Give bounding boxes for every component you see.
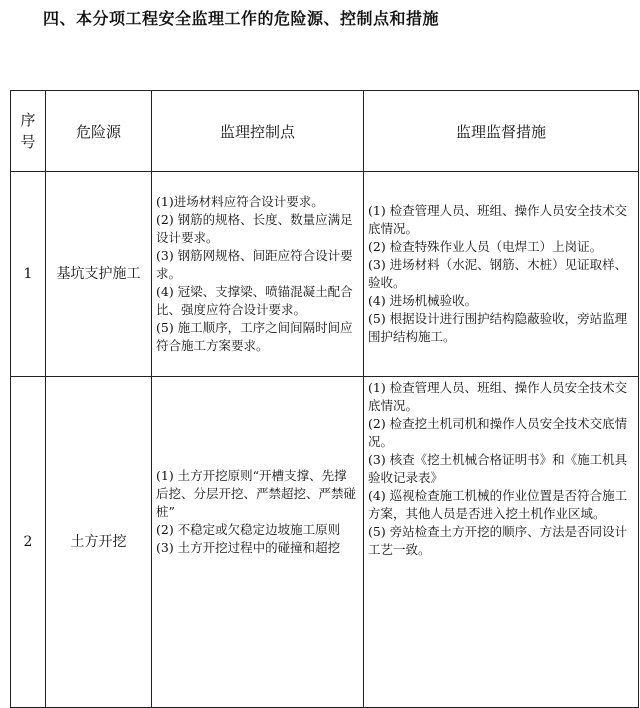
header-seq-line: 序 bbox=[20, 111, 36, 129]
control-point-item: (1) 土方开挖原则“开槽支撑、先撑后挖、分层开挖、严禁超挖、严禁碰桩” bbox=[156, 468, 357, 519]
header-hazard: 危险源 bbox=[46, 91, 152, 172]
control-points-cell bbox=[152, 377, 364, 708]
hazard-table bbox=[10, 90, 639, 708]
control-points-cell bbox=[152, 172, 364, 377]
measure-item: (4) 进场机械验收。 bbox=[368, 293, 478, 308]
table-row bbox=[11, 172, 639, 377]
hazard-cell: 土方开挖 bbox=[46, 377, 152, 708]
hazard-cell: 基坑支护施工 bbox=[46, 172, 152, 377]
control-point-item: (3) 土方开挖过程中的碰撞和超挖 bbox=[156, 540, 341, 555]
measure-item: (5) 根据设计进行围护结构隐蔽验收，旁站监理围护结构施工。 bbox=[368, 311, 628, 344]
control-point-item: (2) 不稳定或欠稳定边坡施工原则 bbox=[156, 522, 341, 537]
measure-item: (2) 检查特殊作业人员（电焊工）上岗证。 bbox=[368, 239, 603, 254]
row-number: 1 bbox=[11, 172, 46, 377]
measure-item: (2) 检查挖土机司机和操作人员安全技术交底情况。 bbox=[368, 416, 628, 449]
control-point-item: (3) 钢筋网规格、间距应符合设计要求。 bbox=[156, 248, 353, 281]
header-seq-line: 号 bbox=[20, 133, 36, 151]
header-measures: 监理监督措施 bbox=[364, 91, 639, 172]
measure-item: (4) 巡视检查施工机械的作业位置是否符合施工方案，其他人员是否进入挖土机作业区域。 bbox=[368, 488, 628, 521]
control-point-item: (1)进场材料应符合设计要求。 bbox=[156, 194, 324, 209]
measure-item: (3) 进场材料（水泥、钢筋、木桩）见证取样、验收。 bbox=[368, 257, 628, 290]
table-row bbox=[11, 377, 639, 708]
measure-item: (1) 检查管理人员、班组、操作人员安全技术交底情况。 bbox=[368, 203, 628, 236]
measures-cell bbox=[364, 377, 639, 708]
section-heading: 四、本分项工程安全监理工作的危险源、控制点和措施 bbox=[43, 9, 440, 28]
measure-item: (1) 检查管理人员、班组、操作人员安全技术交底情况。 bbox=[368, 380, 628, 413]
measure-item: (5) 旁站检查土方开挖的顺序、方法是否同设计工艺一致。 bbox=[368, 524, 628, 557]
control-point-item: (5) 施工顺序，工序之间间隔时间应符合施工方案要求。 bbox=[156, 320, 353, 353]
measure-item: (3) 核查《挖土机械合格证明书》和《施工机具验收记录表》 bbox=[368, 452, 628, 485]
header-control-points: 监理控制点 bbox=[152, 91, 364, 172]
control-point-item: (4) 冠梁、支撑梁、喷锚混凝土配合比、强度应符合设计要求。 bbox=[156, 284, 353, 317]
control-point-item: (2) 钢筋的规格、长度、数量应满足设计要求。 bbox=[156, 212, 353, 245]
measures-cell bbox=[364, 172, 639, 377]
header-row bbox=[11, 91, 639, 172]
header-seq bbox=[11, 91, 46, 172]
row-number: 2 bbox=[11, 377, 46, 708]
